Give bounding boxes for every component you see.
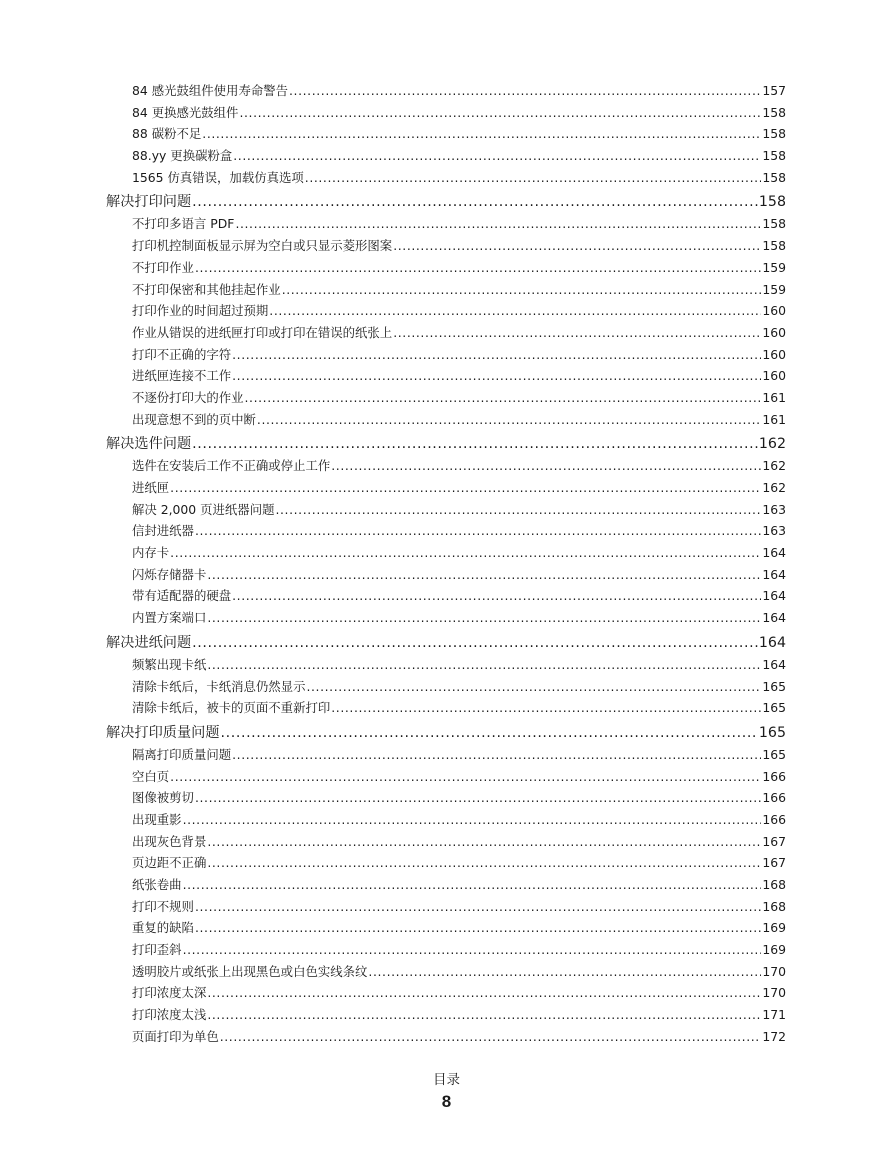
toc-entry-title: 内置方案端口 bbox=[132, 610, 207, 626]
toc-entry-title: 进纸匣连接不工作 bbox=[132, 368, 232, 384]
toc-entry-title: 84 感光鼓组件使用寿命警告 bbox=[132, 83, 289, 98]
toc-entry-title: 1565 仿真错误，加载仿真选项 bbox=[132, 169, 304, 185]
toc-entry[interactable] bbox=[106, 697, 786, 719]
toc-entry-title: 打印作业的时间超过预期 bbox=[132, 303, 269, 319]
toc-entry[interactable] bbox=[106, 344, 786, 366]
toc-entry-page: 158 bbox=[762, 148, 786, 164]
toc-entry-page: 162 bbox=[762, 458, 786, 474]
toc-entry-title: 84 更换感光鼓组件 bbox=[132, 104, 239, 120]
toc-entry-title: 打印浓度太深 bbox=[132, 985, 207, 1001]
toc-section-entry[interactable] bbox=[106, 722, 786, 744]
toc-entry-title: 解决 2,000 页进纸器问题 bbox=[132, 501, 275, 517]
toc-entry[interactable] bbox=[106, 1026, 786, 1048]
toc-entry-title: 打印浓度太浅 bbox=[132, 1007, 207, 1023]
dot-leader bbox=[282, 279, 762, 301]
dot-leader bbox=[221, 722, 758, 744]
toc-entry-page: 165 bbox=[762, 700, 786, 716]
toc-entry-page: 166 bbox=[762, 790, 786, 806]
toc-entry-page: 168 bbox=[762, 898, 786, 914]
dot-leader bbox=[232, 344, 761, 366]
table-of-contents bbox=[106, 80, 786, 1048]
toc-entry-page: 171 bbox=[762, 1007, 786, 1023]
toc-entry[interactable] bbox=[106, 564, 786, 586]
dot-leader bbox=[220, 1026, 762, 1048]
toc-entry-page: 160 bbox=[762, 368, 786, 384]
toc-entry-page: 160 bbox=[762, 346, 786, 362]
toc-entry[interactable] bbox=[106, 542, 786, 564]
toc-entry-page: 158 bbox=[758, 194, 786, 211]
toc-entry-page: 165 bbox=[762, 746, 786, 762]
dot-leader bbox=[195, 257, 761, 279]
dot-leader bbox=[195, 896, 761, 918]
toc-entry[interactable] bbox=[106, 80, 786, 102]
toc-entry-title: 信封进纸器 bbox=[132, 523, 194, 539]
dot-leader bbox=[393, 235, 761, 257]
toc-entry[interactable] bbox=[106, 300, 786, 322]
toc-entry[interactable] bbox=[106, 831, 786, 853]
toc-entry-page: 172 bbox=[762, 1028, 786, 1044]
toc-entry-page: 164 bbox=[762, 656, 786, 672]
toc-entry[interactable] bbox=[106, 766, 786, 788]
dot-leader bbox=[207, 982, 761, 1004]
toc-entry[interactable] bbox=[106, 455, 786, 477]
toc-entry-title: 图像被剪切 bbox=[132, 790, 194, 806]
toc-entry-page: 167 bbox=[762, 855, 786, 871]
dot-leader bbox=[207, 831, 761, 853]
toc-entry-title: 进纸匣 bbox=[132, 480, 170, 495]
dot-leader bbox=[207, 1004, 761, 1026]
dot-leader bbox=[202, 123, 761, 145]
toc-entry-page: 158 bbox=[762, 216, 786, 232]
toc-entry-title: 透明胶片或纸张上出现黑色或白色实线条纹 bbox=[132, 963, 368, 979]
toc-entry-page: 157 bbox=[762, 83, 786, 98]
footer-section-title: 目录 bbox=[433, 1072, 460, 1088]
dot-leader bbox=[192, 632, 758, 654]
toc-entry-page: 169 bbox=[762, 942, 786, 958]
toc-entry-page: 170 bbox=[762, 985, 786, 1001]
dot-leader bbox=[170, 766, 761, 788]
toc-entry[interactable] bbox=[106, 939, 786, 961]
toc-entry-page: 164 bbox=[762, 545, 786, 561]
toc-entry-page: 159 bbox=[762, 259, 786, 275]
toc-entry-title: 页边距不正确 bbox=[132, 855, 207, 871]
toc-entry[interactable] bbox=[106, 917, 786, 939]
dot-leader bbox=[192, 191, 758, 213]
toc-entry-page: 166 bbox=[762, 768, 786, 784]
dot-leader bbox=[183, 939, 762, 961]
toc-entry[interactable] bbox=[106, 676, 786, 698]
toc-entry-title: 页面打印为单色 bbox=[132, 1028, 219, 1044]
toc-entry-page: 164 bbox=[762, 588, 786, 604]
toc-entry-page: 161 bbox=[762, 389, 786, 405]
dot-leader bbox=[306, 676, 761, 698]
toc-entry-page: 164 bbox=[758, 634, 786, 651]
toc-entry-page: 162 bbox=[758, 436, 786, 453]
toc-entry-title: 解决选件问题 bbox=[106, 436, 192, 453]
toc-entry-title: 解决进纸问题 bbox=[106, 634, 192, 651]
dot-leader bbox=[232, 585, 761, 607]
toc-entry[interactable] bbox=[106, 607, 786, 629]
toc-entry-title: 内存卡 bbox=[132, 545, 170, 561]
toc-entry-title: 不逐份打印大的作业 bbox=[132, 389, 244, 405]
toc-entry-title: 解决打印质量问题 bbox=[106, 724, 220, 741]
toc-entry-title: 出现意想不到的页中断 bbox=[132, 411, 256, 427]
toc-entry-page: 168 bbox=[762, 877, 786, 892]
toc-entry-title: 打印不正确的字符 bbox=[132, 346, 232, 362]
toc-entry[interactable] bbox=[106, 167, 786, 189]
dot-leader bbox=[192, 433, 758, 455]
toc-entry[interactable] bbox=[106, 123, 786, 145]
toc-entry-title: 清除卡纸后，被卡的页面不重新打印 bbox=[132, 700, 331, 716]
toc-entry-page: 165 bbox=[758, 724, 786, 741]
toc-entry-title: 清除卡纸后，卡纸消息仍然显示 bbox=[132, 678, 306, 694]
toc-entry-title: 解决打印问题 bbox=[106, 194, 192, 211]
dot-leader bbox=[269, 300, 761, 322]
dot-leader bbox=[289, 80, 761, 102]
toc-entry-page: 167 bbox=[762, 833, 786, 849]
toc-entry-page: 164 bbox=[762, 610, 786, 626]
toc-entry[interactable] bbox=[106, 1004, 786, 1026]
toc-entry-title: 打印不规则 bbox=[132, 898, 194, 914]
dot-leader bbox=[195, 917, 761, 939]
toc-entry-title: 重复的缺陷 bbox=[132, 920, 194, 936]
toc-entry[interactable] bbox=[106, 982, 786, 1004]
toc-entry[interactable] bbox=[106, 520, 786, 542]
toc-entry-title: 88 碳粉不足 bbox=[132, 126, 202, 142]
toc-entry-title: 作业从错误的进纸匣打印或打印在错误的纸张上 bbox=[132, 324, 393, 340]
dot-leader bbox=[183, 809, 762, 831]
toc-entry[interactable] bbox=[106, 852, 786, 874]
toc-entry-title: 打印歪斜 bbox=[132, 942, 182, 958]
toc-entry[interactable] bbox=[106, 322, 786, 344]
toc-entry-page: 169 bbox=[762, 920, 786, 936]
toc-entry-title: 频繁出现卡纸 bbox=[132, 656, 207, 672]
dot-leader bbox=[245, 387, 762, 409]
toc-entry[interactable] bbox=[106, 585, 786, 607]
dot-leader bbox=[232, 744, 761, 766]
toc-entry-page: 164 bbox=[762, 566, 786, 582]
toc-entry-page: 170 bbox=[762, 963, 786, 979]
footer-page-number: 8 bbox=[441, 1092, 452, 1111]
toc-entry-page: 165 bbox=[762, 678, 786, 694]
dot-leader bbox=[207, 564, 761, 586]
toc-entry[interactable] bbox=[106, 477, 786, 499]
dot-leader bbox=[170, 477, 761, 499]
toc-entry[interactable] bbox=[106, 387, 786, 409]
toc-entry-page: 163 bbox=[762, 501, 786, 517]
toc-entry-title: 打印机控制面板显示屏为空白或只显示菱形图案 bbox=[132, 238, 393, 254]
dot-leader bbox=[368, 961, 761, 983]
dot-leader bbox=[207, 852, 761, 874]
toc-entry-page: 159 bbox=[762, 281, 786, 297]
dot-leader bbox=[207, 607, 761, 629]
dot-leader bbox=[183, 874, 762, 896]
dot-leader bbox=[305, 167, 762, 189]
toc-entry-title: 不打印保密和其他挂起作业 bbox=[132, 281, 281, 297]
toc-entry-page: 158 bbox=[762, 169, 786, 185]
dot-leader bbox=[331, 455, 761, 477]
toc-entry-title: 闪烁存储器卡 bbox=[132, 566, 207, 582]
dot-leader bbox=[239, 102, 761, 124]
toc-entry-page: 158 bbox=[762, 238, 786, 254]
dot-leader bbox=[393, 322, 761, 344]
toc-entry[interactable] bbox=[106, 102, 786, 124]
toc-entry[interactable] bbox=[106, 409, 786, 431]
dot-leader bbox=[233, 145, 761, 167]
toc-entry[interactable] bbox=[106, 499, 786, 521]
dot-leader bbox=[232, 365, 761, 387]
toc-entry-title: 带有适配器的硬盘 bbox=[132, 588, 232, 604]
toc-entry[interactable] bbox=[106, 787, 786, 809]
toc-entry[interactable] bbox=[106, 744, 786, 766]
toc-entry[interactable] bbox=[106, 874, 786, 896]
toc-entry[interactable] bbox=[106, 145, 786, 167]
toc-entry-page: 160 bbox=[762, 324, 786, 340]
toc-entry-title: 选件在安装后工作不正确或停止工作 bbox=[132, 458, 331, 474]
toc-entry-page: 158 bbox=[762, 104, 786, 120]
toc-entry-title: 出现重影 bbox=[132, 811, 182, 827]
toc-section-entry[interactable] bbox=[106, 191, 786, 213]
toc-entry-title: 出现灰色背景 bbox=[132, 833, 207, 849]
toc-entry[interactable] bbox=[106, 896, 786, 918]
toc-entry-page: 161 bbox=[762, 411, 786, 427]
toc-entry-title: 纸张卷曲 bbox=[132, 877, 182, 892]
toc-entry-title: 不打印作业 bbox=[132, 259, 194, 275]
toc-entry-title: 空白页 bbox=[132, 768, 170, 784]
toc-entry-title: 88.yy 更换碳粉盒 bbox=[132, 148, 233, 164]
toc-section-entry[interactable] bbox=[106, 632, 786, 654]
toc-entry-page: 158 bbox=[762, 126, 786, 142]
dot-leader bbox=[195, 520, 761, 542]
toc-section-entry[interactable] bbox=[106, 433, 786, 455]
dot-leader bbox=[195, 787, 761, 809]
toc-entry[interactable] bbox=[106, 365, 786, 387]
toc-entry-page: 166 bbox=[762, 811, 786, 827]
toc-entry[interactable] bbox=[106, 257, 786, 279]
toc-entry-page: 162 bbox=[762, 480, 786, 495]
dot-leader bbox=[235, 213, 761, 235]
toc-entry[interactable] bbox=[106, 654, 786, 676]
toc-entry[interactable] bbox=[106, 809, 786, 831]
toc-entry[interactable] bbox=[106, 279, 786, 301]
dot-leader bbox=[275, 499, 761, 521]
toc-entry[interactable] bbox=[106, 213, 786, 235]
toc-entry-title: 不打印多语言 PDF bbox=[132, 216, 235, 232]
toc-entry-title: 隔离打印质量问题 bbox=[132, 746, 232, 762]
toc-entry-page: 163 bbox=[762, 523, 786, 539]
toc-entry[interactable] bbox=[106, 235, 786, 257]
toc-entry[interactable] bbox=[106, 961, 786, 983]
dot-leader bbox=[170, 542, 761, 564]
dot-leader bbox=[331, 697, 761, 719]
dot-leader bbox=[257, 409, 761, 431]
dot-leader bbox=[207, 654, 761, 676]
toc-entry-page: 160 bbox=[762, 303, 786, 319]
